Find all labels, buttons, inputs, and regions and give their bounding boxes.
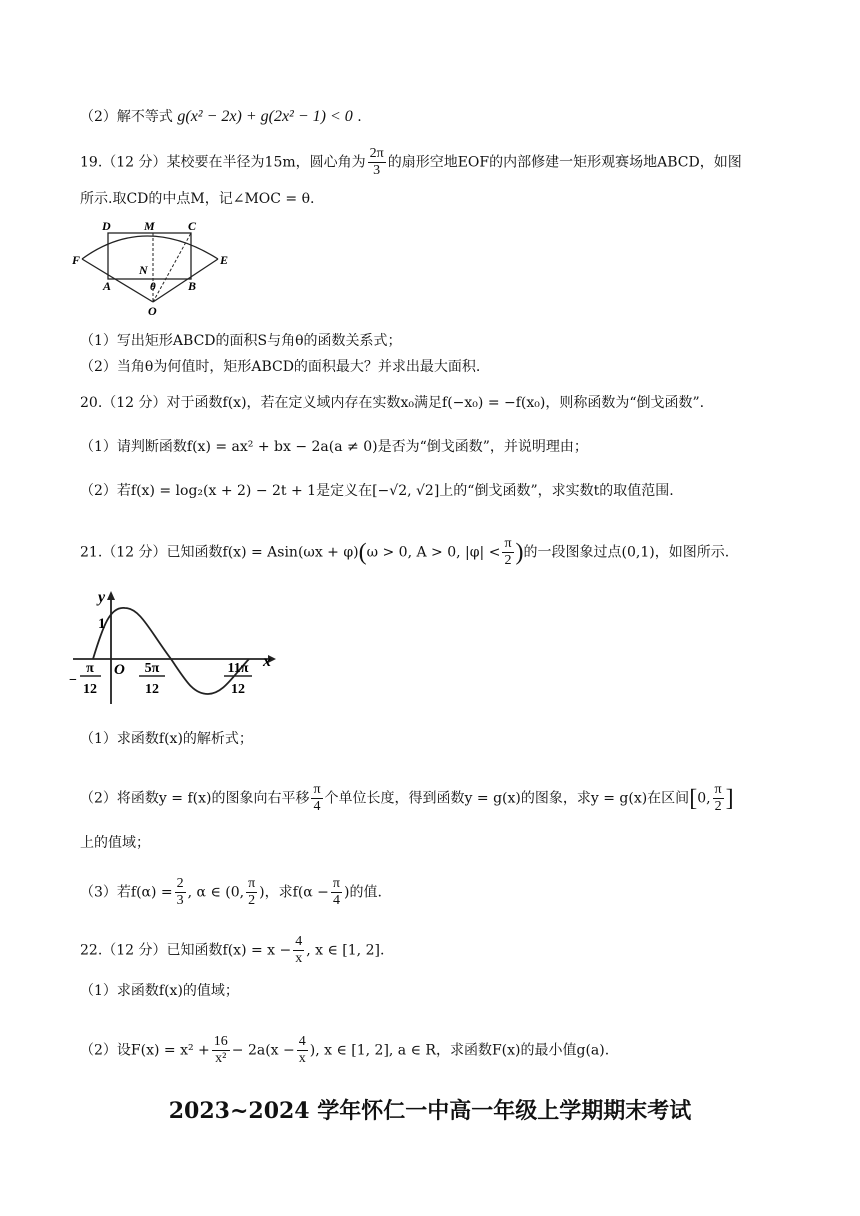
q21-part2b: 个单位长度，得到函数y = g(x)的图象，求y = g(x)在区间: [324, 790, 690, 807]
label-b: B: [188, 279, 197, 293]
label-right-num: 11π: [227, 661, 249, 676]
q22-p2-den2: x: [298, 1051, 306, 1066]
q22-part2: [80, 1034, 609, 1067]
q22-fraction: [293, 934, 304, 967]
q19-text2: 的扇形空地EOF的内部修建一矩形观赛场地ABCD，如图: [387, 154, 742, 171]
q21-part2a: （2）将函数y = f(x)的图象向右平移: [80, 790, 310, 807]
q19-number: 19.（12 分）: [80, 154, 167, 171]
q20-part2: （2）若f(x) = log₂(x + 2) − 2t + 1是定义在[−√2, √2]上的“倒戈函数”，求实数t的取值范围.: [80, 483, 674, 499]
q21-p2c-den: 2: [714, 799, 722, 814]
q22-p2-num1: 16: [213, 1034, 228, 1049]
q22-p2-fraction1: [212, 1034, 230, 1067]
q21-p2c-fraction: [713, 782, 724, 815]
q19-text3: 所示.取CD的中点M，记∠MOC = θ.: [80, 191, 315, 207]
label-left-den: 12: [83, 682, 97, 697]
q21-graph: [68, 586, 288, 706]
label-right-den: 12: [231, 682, 245, 697]
q21-p2-num: π: [313, 782, 321, 797]
q21-p3b-den: 2: [248, 893, 256, 908]
q19-stem-line2: [80, 188, 315, 210]
q21-text1c: 的一段图象过点(0,1)，如图所示.: [523, 544, 730, 561]
q21-fraction: [502, 536, 513, 569]
label-e: E: [220, 253, 229, 267]
q21-part2: （2）将函数y = f(x)的图象向右平移 $\frac{\pi}{4}$ 个单位长度，得到函数y = g(x)的图象，求y = g(x)在区间[0, $\frac{\pi}{2}$ ]: [80, 782, 734, 814]
q22-part2b: − 2a(x −: [231, 1042, 295, 1059]
q19-fraction: [368, 146, 386, 179]
label-left-num: π: [86, 661, 94, 676]
label-mid-den: 12: [145, 682, 159, 697]
q21-p2-fraction: [311, 782, 322, 815]
label-theta: θ: [150, 281, 156, 293]
segment-oc: [153, 233, 191, 302]
q21-number: 21.（12 分）: [80, 544, 167, 561]
q21-part3c: )，求f(α −: [259, 884, 329, 901]
q22-frac-den: x: [295, 951, 303, 966]
q22-stem: [80, 934, 384, 967]
q22-text1b: , x ∈ [1, 2].: [306, 942, 385, 959]
sector-radius-right: [153, 259, 218, 302]
q20-stem: [80, 392, 704, 414]
q21-p2c-num: π: [714, 782, 722, 797]
q21-part3b: , α ∈ (0,: [187, 884, 245, 901]
q22-part2a: （2）设F(x) = x² +: [80, 1042, 210, 1059]
q21-p3c-fraction: [331, 876, 342, 909]
q18-part2: [80, 106, 362, 128]
label-o: O: [148, 304, 157, 318]
label-f: F: [72, 253, 81, 267]
sector-arc: [82, 236, 218, 259]
q22-p2-fraction2: [297, 1034, 308, 1067]
label-x: x: [263, 653, 271, 670]
label-n: N: [139, 263, 148, 277]
q21-part3d: )的值.: [344, 884, 382, 901]
q21-p3c-num: π: [332, 876, 340, 891]
sine-curve: [93, 608, 249, 694]
q18-part2-label: （2）解不等式: [80, 109, 173, 125]
label-d: D: [102, 219, 111, 233]
label-mid-num: 5π: [144, 661, 160, 676]
q21-text1a: 已知函数f(x) = Asin(ωx + φ): [166, 544, 359, 561]
q20-part1: （1）请判断函数f(x) = ax² + bx − 2a(a ≠ 0)是否为“倒戈函数”，并说明理由；: [80, 439, 588, 455]
q21-p2-den: 4: [313, 799, 321, 814]
label-y: y: [98, 589, 106, 606]
q21-part3: [80, 876, 382, 909]
label-a: A: [103, 279, 112, 293]
q19-frac-num: 2π: [369, 146, 384, 161]
q19-part1: （1）写出矩形ABCD的面积S与角θ的函数关系式；: [80, 333, 402, 349]
q21-frac-den: 2: [504, 553, 512, 568]
q21-part2d: 上的值域；: [80, 835, 150, 851]
exam-title: 2023~2024 学年怀仁一中高一年级上学期期末考试: [168, 1098, 692, 1124]
q21-p3b-fraction: [246, 876, 257, 909]
label-m: M: [144, 219, 155, 233]
q19-part2: （2）当角θ为何值时，矩形ABCD的面积最大？并求出最大面积.: [80, 359, 481, 375]
q21-p3b-num: π: [248, 876, 256, 891]
q19-stem-line1: [80, 146, 742, 179]
q19-text1: 某校要在半径为15m，圆心角为: [166, 154, 366, 171]
label-origin: O: [114, 662, 125, 678]
q21-p3-num: 2: [176, 876, 184, 891]
q22-number: 22.（12 分）: [80, 942, 167, 959]
q22-part1: （1）求函数f(x)的值域；: [80, 983, 239, 999]
q22-p2-num2: 4: [298, 1034, 306, 1049]
q21-part3a: （3）若f(α) =: [80, 884, 173, 901]
q21-part2c-a: 0,: [697, 790, 711, 807]
label-one: 1: [98, 616, 106, 632]
label-left-sign: −: [69, 673, 77, 688]
q21-frac-num: π: [504, 536, 512, 551]
q21-p3-den: 3: [176, 893, 184, 908]
q22-part2c: ), x ∈ [1, 2], a ∈ R，求函数F(x)的最小值g(a).: [309, 1042, 610, 1059]
q21-text1b: ω > 0, A > 0, |φ| <: [366, 544, 501, 561]
q20-text1: 对于函数f(x)，若在定义域内存在实数x₀满足f(−x₀) = −f(x₀)，则称函数为“倒戈函数”.: [166, 395, 705, 411]
q19-frac-den: 3: [373, 163, 381, 178]
q21-part1: （1）求函数f(x)的解析式；: [80, 731, 253, 747]
q18-end: .: [357, 109, 362, 125]
q18-part2-expr: g(x² − 2x) + g(2x² − 1) < 0: [177, 108, 353, 125]
q22-text1a: 已知函数f(x) = x −: [166, 942, 292, 959]
y-axis-arrow: [107, 591, 115, 600]
q19-figure: [68, 218, 238, 318]
q21-stem: 21.（12 分）已知函数f(x) = Asin(ωx + φ)(ω > 0, A > 0, |φ| < $\frac{\pi}{2}$ )的一段图象过点(0,1)，如图所示.: [80, 536, 730, 568]
label-c: C: [188, 219, 197, 233]
q21-p3c-den: 4: [332, 893, 340, 908]
q22-p2-den1: x²: [215, 1051, 227, 1066]
q20-number: 20.（12 分）: [80, 395, 167, 411]
q21-p3-fraction: [175, 876, 186, 909]
q22-frac-num: 4: [295, 934, 303, 949]
